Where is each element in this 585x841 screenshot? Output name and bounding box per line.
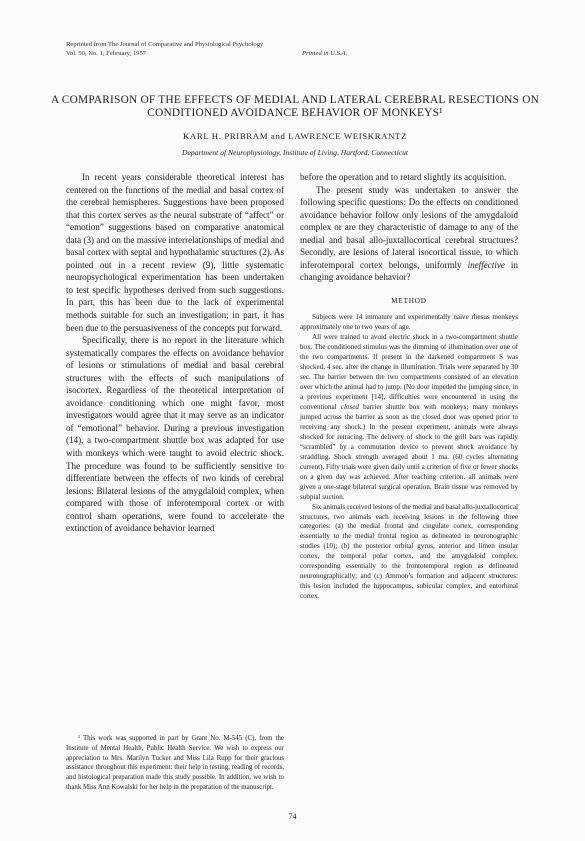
volume-info: Vol. 50, No. 1, February, 1957 <box>66 50 147 57</box>
emphasis-text: closed <box>340 403 359 412</box>
author-affiliation: Department of Neurophysiology, Institute of Living, Hartford, Connecticut <box>182 148 408 157</box>
text-run: in changing avoidance behavior? <box>300 259 518 283</box>
footnote-text: ¹ This work was supported in part by Grant No. M-545 (C), from the Institute of Mental Health, Public Health Service. We wish to express our appreciation to Mrs. Marilyn Tucker and Miss Lila Rupp for their gracious assistance throughout this experiment: their help in testing, reading of records, and histological preparation made this study possible. In addition, we wish to thank Miss Ann Kowalski for her help in the preparation of the manuscript. <box>66 735 284 791</box>
reprint-header <box>66 40 516 58</box>
left-column <box>66 171 284 535</box>
article-authors: KARL H. PRIBRAM and LAWRENCE WEISKRANTZ <box>182 131 408 141</box>
printed-in: Printed in U.S.A. <box>302 50 348 57</box>
body-paragraph: Specifically, there is no report in the literature which systematically compares the effects on avoidance behavior of lesions or stimulations of medial and basal cerebral structures with the effects of such manipulations of isocortex. Regardless of the theoretical interpretation of avoidance conditioning which one might favor, most investigators would agree that it may serve as an indicator of “emotional” behavior. During a previous investigation (14), a two-compartment shuttle box was adapted for use with monkeys which were taught to avoid electric shock. The procedure was found to be sufficiently sensitive to differentiate between the effects of two kinds of cerebral lesions: Bilateral lesions of the amygdaloid complex, when compared with those of inferotemporal cortex or with control sham operations, were found to accelerate the extinction of avoidance behavior learned <box>66 335 284 534</box>
emphasis-text: ineffective <box>467 259 505 270</box>
footnote <box>66 734 284 793</box>
article-title: A COMPARISON OF THE EFFECTS OF MEDIAL AND LATERAL CEREBRAL RESECTIONS ON CONDITIONED AVOIDANCE BEHAVIOR OF MONKEYS¹ <box>50 94 540 119</box>
method-section <box>300 313 518 602</box>
text-run: The present study was undertaken to answer the following specific questions: Do the effects on conditioned avoidance behavior follow only lesions of the amygdaloid complex or are they characteristic of damage to any of the medial and basal allo-juxtallocortical cerebral structures? Secondly, are lesions of lateral isocortical tissue, to which inferotemporal cortex belongs, uniformly <box>300 184 518 270</box>
right-column <box>300 171 518 602</box>
body-paragraph: In recent years considerable theoretical interest has centered on the functions of the medial and basal cortex of the cerebral hemispheres. Suggestions have been proposed that this cortex serves as the neural substrate of “affect” or “emotion” suggestions based on comparative anatomical data (3) and on the massive interrelationships of medial and basal cortex with septal and hypothalamic structures (2). As pointed out in a recent review (9), little systematic neuropsychological experimentation has been undertaken to test specific hypotheses derived from such suggestions. In part, this has been due to the lack of experimental methods suitable for such an investigation; in part, it has been due to the persuasiveness of the concepts put forward. <box>66 172 284 333</box>
method-paragraph: Subjects were 14 immature and experimentally naive rhesus monkeys approximately one to two years of age. <box>300 313 518 332</box>
text-run: barrier shuttle box with monkeys; many monkeys jumped across the barrier as soon as the closed door was opened prior to receiving any shock.) In the present experiment, animals were always shocked for retracing. The delivery of shock to the grill bars was rapidly “scrambled” by a commutation device to prevent shock avoidance by straddling. Shock strength averaged about 1 ma. (60 cycles alternating current). Fifty trials were given daily until a criterion of five or fewer shocks on a given day was achieved. After reaching criterion, all animals were given a one-stage bilateral surgical operation. Brain tissue was removed by subpial suction. <box>300 403 518 501</box>
body-paragraph: before the operation and to retard slightly its acquisition. <box>300 172 507 182</box>
page-number: 74 <box>288 812 297 821</box>
section-heading-method: METHOD <box>391 296 427 305</box>
method-paragraph <box>300 333 518 502</box>
text-run: All were trained to avoid electric shock in a two-compartment shuttle box. The conditioned stimulus was the dimming of illumination over one of the two compartments. If present in the darkened compartment S was shocked, 4 sec. after the change in illumination. Trials were separated by 30 sec. The barrier between the two compartments consisted of an elevation over which the animal had to jump. (No door impeded the jumping since, in a previous experiment [14], difficulties were encountered in using the conventional <box>300 333 518 412</box>
method-paragraph: Six animals received lesions of the medial and basal allo-juxtallocortical structures, two animals each receiving lesions in the following three categories: (a) the medial frontal and cingulate cortex, corresponding essentially to the medial frontal region as delineated in neuronographic studies (10); (b) the posterior orbital gyrus, anterior and limen insular cortex, the temporal polar cortex, and the amygdaloid complex, corresponding essentially to the frontotemporal region as delineated neuronographically; and (c) Ammon’s formation and adjacent structures: this lesion included the hippocampus, subicular complex, and entorhinal cortex. <box>300 502 518 601</box>
journal-citation: Reprinted from The Journal of Comparative and Physiological Psychology <box>66 41 264 48</box>
body-paragraph <box>300 184 518 284</box>
